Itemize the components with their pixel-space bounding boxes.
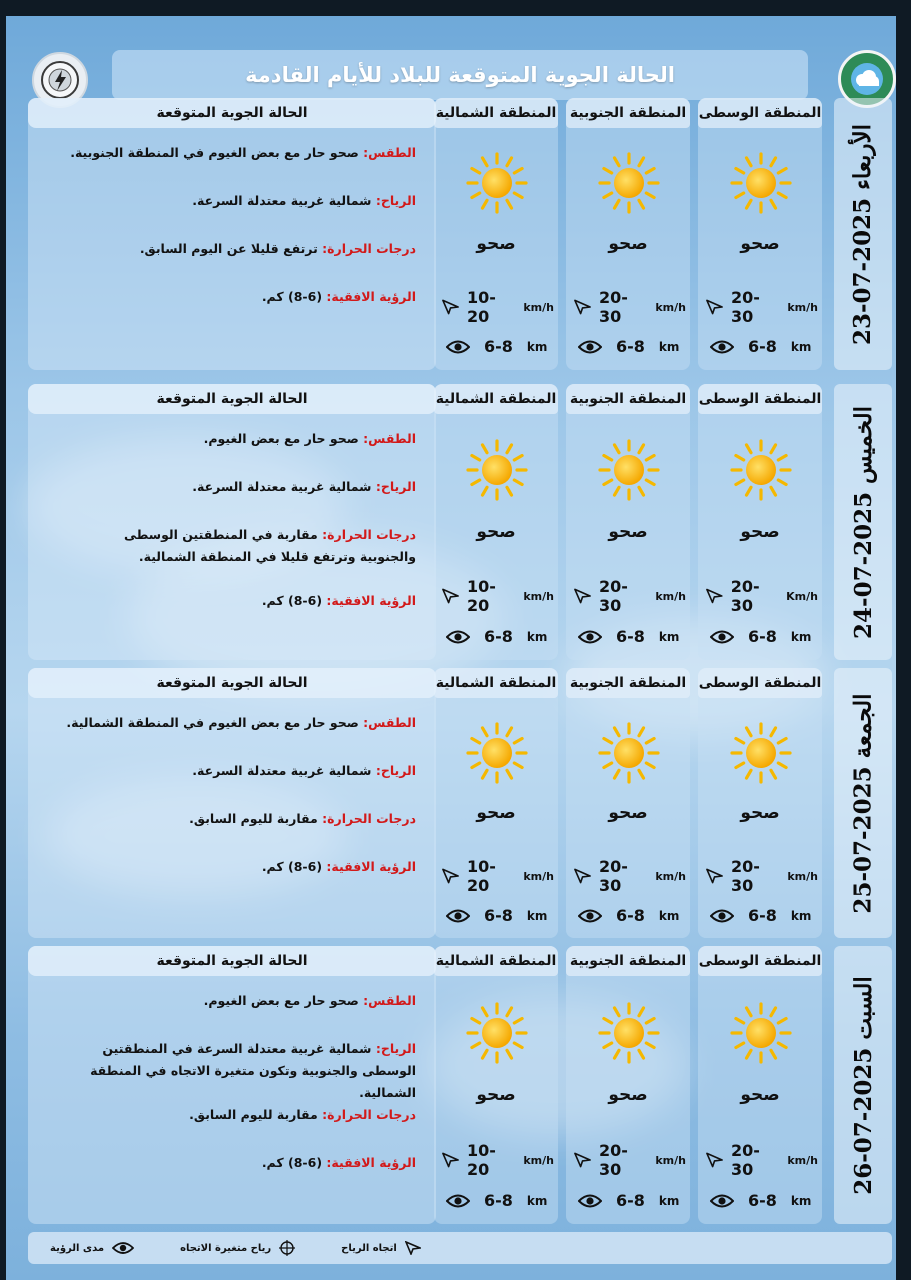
sun-icon: [730, 1002, 792, 1064]
region-name: المنطقة الوسطى: [698, 384, 822, 414]
winds-line-text: شمالية غربية معتدلة السرعة.: [192, 193, 372, 208]
day-label-strip: [834, 946, 892, 1224]
eye-icon: [710, 908, 734, 924]
visibility-line-label: الرؤية الافقية:: [326, 1155, 416, 1170]
region-name: المنطقة الجنوبية: [566, 946, 690, 976]
wind-arrow-icon: [405, 1241, 421, 1255]
sun-icon: [598, 1002, 660, 1064]
visibility-line: [64, 856, 416, 878]
day-label-strip: [834, 668, 892, 938]
wind-arrow-icon: [706, 299, 723, 315]
sun-icon: [730, 722, 792, 784]
region-card: [434, 98, 558, 370]
legend-bar: [28, 1232, 892, 1264]
summary-title: الحالة الجوية المتوقعة: [28, 946, 436, 976]
temperature-line: [64, 524, 416, 568]
eye-icon: [578, 629, 602, 645]
winds-line-label: الرياح:: [375, 479, 416, 494]
day-label-strip: [834, 384, 892, 660]
condition-text: صحو: [476, 1085, 516, 1105]
visibility-line: [64, 1152, 416, 1174]
winds-line: [64, 476, 416, 498]
page-title: الحالة الجوية المتوقعة للبلاد للأيام القادمة: [112, 50, 808, 100]
region-name: المنطقة الوسطى: [698, 668, 822, 698]
condition-text: صحو: [608, 522, 648, 542]
weather-line-text: صحو حار مع بعض الغيوم في المنطقة الشمالية.: [66, 715, 359, 730]
visibility-value: 6-8 km: [578, 337, 682, 356]
region-card: [698, 668, 822, 938]
eye-icon: [710, 629, 734, 645]
temperature-line: [64, 238, 416, 260]
visibility-value: 6-8 km: [446, 627, 550, 646]
region-name: المنطقة الشمالية: [434, 384, 558, 414]
visibility-value: 6-8 km: [710, 1191, 814, 1210]
visibility-line-text: (6-8) كم.: [261, 1155, 323, 1170]
temperature-line-label: درجات الحرارة:: [322, 1107, 416, 1122]
wind-arrow-icon: [706, 1152, 723, 1168]
condition-text: صحو: [608, 803, 648, 823]
wind-speed: 20-30 km/h: [574, 857, 686, 895]
condition-text: صحو: [608, 1085, 648, 1105]
sun-icon: [730, 439, 792, 501]
wind-arrow-icon: [442, 299, 459, 315]
visibility-line-label: الرؤية الافقية:: [326, 593, 416, 608]
forecast-page: [6, 16, 896, 1280]
summary-title: الحالة الجوية المتوقعة: [28, 98, 436, 128]
weather-line-label: الطقس:: [363, 431, 416, 446]
wind-speed: 10-20 km/h: [442, 288, 554, 326]
wind-speed: 20-30 km/h: [574, 288, 686, 326]
sun-icon: [466, 722, 528, 784]
day-row: [6, 946, 896, 1224]
wind-arrow-icon: [706, 588, 723, 604]
visibility-value: 6-8 km: [710, 627, 814, 646]
region-card: [566, 384, 690, 660]
winds-line: [64, 760, 416, 782]
visibility-line-text: (6-8) كم.: [261, 289, 323, 304]
day-label: الجمعة 2025-07-25: [849, 692, 877, 914]
eye-icon: [112, 1241, 134, 1255]
eye-icon: [446, 629, 470, 645]
visibility-line: [64, 286, 416, 308]
visibility-value: 6-8 km: [710, 337, 814, 356]
weather-line-label: الطقس:: [363, 145, 416, 160]
condition-text: صحو: [740, 803, 780, 823]
sun-icon: [466, 1002, 528, 1064]
winds-line: [64, 190, 416, 212]
summary-title: الحالة الجوية المتوقعة: [28, 384, 436, 414]
region-name: المنطقة الجنوبية: [566, 98, 690, 128]
visibility-value: 6-8 km: [446, 1191, 550, 1210]
visibility-value: 6-8 km: [578, 906, 682, 925]
wind-speed: 10-20 km/h: [442, 577, 554, 615]
winds-line-label: الرياح:: [375, 763, 416, 778]
region-name: المنطقة الشمالية: [434, 668, 558, 698]
region-name: المنطقة الوسطى: [698, 946, 822, 976]
visibility-line-label: الرؤية الافقية:: [326, 859, 416, 874]
visibility-value: 6-8 km: [578, 627, 682, 646]
temperature-line-text: ترتفع قليلا عن اليوم السابق.: [139, 241, 318, 256]
region-name: المنطقة الجنوبية: [566, 384, 690, 414]
forecast-summary-panel: [28, 384, 436, 660]
day-row: [6, 384, 896, 660]
visibility-line-text: (6-8) كم.: [261, 859, 323, 874]
forecast-summary-panel: [28, 946, 436, 1224]
winds-line-text: شمالية غربية معتدلة السرعة.: [192, 763, 372, 778]
winds-line: [64, 1038, 416, 1104]
sun-icon: [730, 152, 792, 214]
wind-speed: 20-30 km/h: [706, 288, 818, 326]
eye-icon: [446, 1193, 470, 1209]
region-name: المنطقة الشمالية: [434, 98, 558, 128]
wind-speed: 10-20 km/h: [442, 1141, 554, 1179]
weather-line-label: الطقس:: [363, 993, 416, 1008]
region-name: المنطقة الجنوبية: [566, 668, 690, 698]
temperature-line: [64, 1104, 416, 1126]
region-card: [698, 384, 822, 660]
day-label: الأربعاء 2025-07-23: [849, 123, 877, 345]
weather-line-text: صحو حار مع بعض الغيوم في المنطقة الجنوبية.: [70, 145, 359, 160]
weather-line: [64, 142, 416, 164]
wind-arrow-icon: [442, 1152, 459, 1168]
wind-speed: 20-30 km/h: [706, 1141, 818, 1179]
region-card: [698, 946, 822, 1224]
temperature-line-text: مقاربة لليوم السابق.: [189, 1107, 318, 1122]
eye-icon: [710, 1193, 734, 1209]
weather-line: [64, 712, 416, 734]
wind-speed: 20-30 km/h: [574, 577, 686, 615]
winds-line-label: الرياح:: [375, 1041, 416, 1056]
visibility-line-text: (6-8) كم.: [261, 593, 323, 608]
eye-icon: [710, 339, 734, 355]
wind-arrow-icon: [574, 299, 591, 315]
forecast-summary-panel: [28, 668, 436, 938]
wind-speed: 20-30 km/h: [706, 857, 818, 895]
day-label: الخميس 2025-07-24: [849, 405, 877, 639]
wind-arrow-icon: [574, 1152, 591, 1168]
wind-speed: 10-20 km/h: [442, 857, 554, 895]
forecast-summary-panel: [28, 98, 436, 370]
region-card: [434, 384, 558, 660]
condition-text: صحو: [476, 522, 516, 542]
region-card: [434, 946, 558, 1224]
region-name: المنطقة الوسطى: [698, 98, 822, 128]
condition-text: صحو: [740, 1085, 780, 1105]
sun-icon: [598, 722, 660, 784]
legend-visibility: مدى الرؤية: [50, 1241, 134, 1255]
winds-line-label: الرياح:: [375, 193, 416, 208]
region-card: [566, 98, 690, 370]
weather-line: [64, 428, 416, 450]
condition-text: صحو: [740, 522, 780, 542]
weather-line-text: صحو حار مع بعض الغيوم.: [203, 993, 359, 1008]
temperature-line-label: درجات الحرارة:: [322, 811, 416, 826]
legend-variable-wind: رياح متغيرة الاتجاه: [180, 1240, 295, 1256]
legend-wind-direction: اتجاه الرياح: [341, 1241, 421, 1255]
region-name: المنطقة الشمالية: [434, 946, 558, 976]
condition-text: صحو: [476, 234, 516, 254]
eye-icon: [578, 908, 602, 924]
eye-icon: [578, 1193, 602, 1209]
wind-arrow-icon: [442, 868, 459, 884]
variable-wind-icon: [279, 1240, 295, 1256]
sun-icon: [466, 439, 528, 501]
visibility-value: 6-8 km: [446, 906, 550, 925]
sun-icon: [598, 152, 660, 214]
weather-line-label: الطقس:: [363, 715, 416, 730]
visibility-value: 6-8 km: [710, 906, 814, 925]
visibility-value: 6-8 km: [578, 1191, 682, 1210]
wind-arrow-icon: [574, 588, 591, 604]
condition-text: صحو: [608, 234, 648, 254]
wind-arrow-icon: [706, 868, 723, 884]
temperature-line-label: درجات الحرارة:: [322, 527, 416, 542]
eye-icon: [446, 339, 470, 355]
sun-icon: [466, 152, 528, 214]
wind-speed: 20-30 km/h: [574, 1141, 686, 1179]
eye-icon: [446, 908, 470, 924]
winds-line-text: شمالية غربية معتدلة السرعة.: [192, 479, 372, 494]
weather-line: [64, 990, 416, 1012]
day-label: السبت 2025-07-26: [849, 975, 877, 1195]
summary-title: الحالة الجوية المتوقعة: [28, 668, 436, 698]
temperature-line: [64, 808, 416, 830]
day-row: [6, 668, 896, 938]
temperature-line-text: مقاربة في المنطقتين الوسطى والجنوبية وترتفع قليلا في المنطقة الشمالية.: [123, 527, 416, 564]
temperature-line-text: مقاربة لليوم السابق.: [189, 811, 318, 826]
wind-arrow-icon: [442, 588, 459, 604]
winds-line-text: شمالية غربية معتدلة السرعة في المنطقتين الوسطى والجنوبية وتكون متغيرة الاتجاه في المنطقة الشمالية.: [90, 1041, 416, 1100]
region-card: [698, 98, 822, 370]
sun-icon: [598, 439, 660, 501]
visibility-line: [64, 590, 416, 612]
wind-speed: 20-30 Km/h: [706, 577, 818, 615]
wind-arrow-icon: [574, 868, 591, 884]
day-row: [6, 98, 896, 370]
weather-line-text: صحو حار مع بعض الغيوم.: [203, 431, 359, 446]
visibility-value: 6-8 km: [446, 337, 550, 356]
region-card: [566, 946, 690, 1224]
region-card: [566, 668, 690, 938]
temperature-line-label: درجات الحرارة:: [322, 241, 416, 256]
condition-text: صحو: [476, 803, 516, 823]
eye-icon: [578, 339, 602, 355]
region-card: [434, 668, 558, 938]
condition-text: صحو: [740, 234, 780, 254]
visibility-line-label: الرؤية الافقية:: [326, 289, 416, 304]
day-label-strip: [834, 98, 892, 370]
